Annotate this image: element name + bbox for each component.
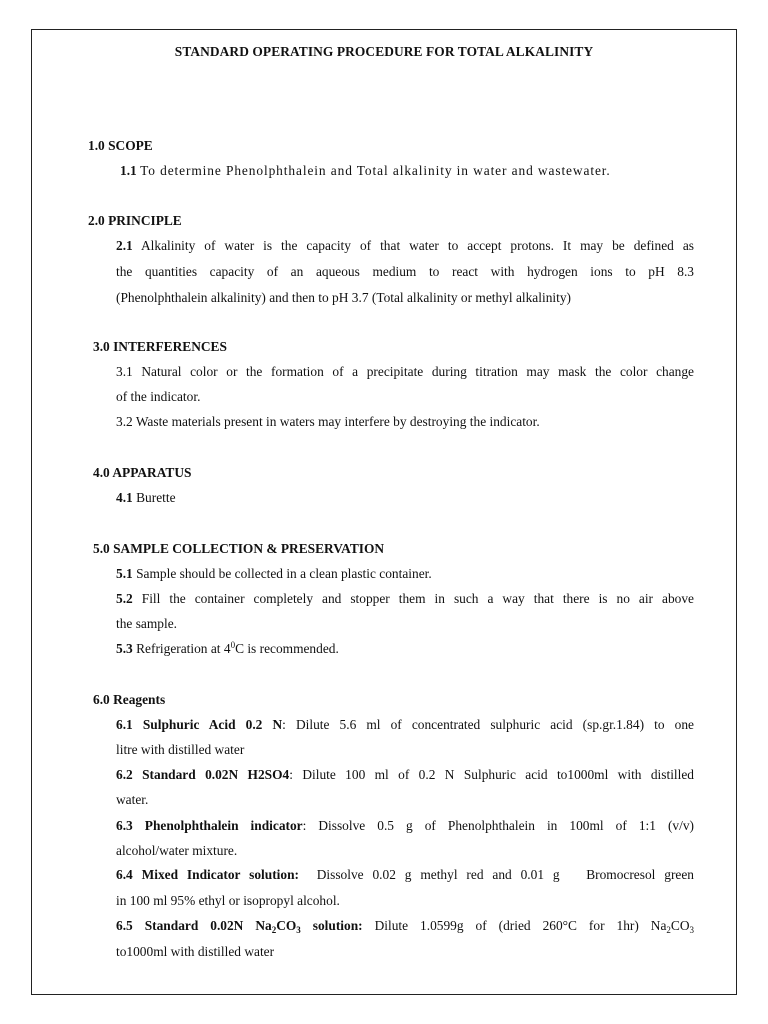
sample-item-3-text-b: C is recommended. (235, 641, 339, 656)
sample-item-3-text-a: Refrigeration at 4 (136, 641, 231, 656)
principle-line-1 (116, 238, 694, 254)
interferences-line-3: 3.2 Waste materials present in waters may interfere by destroying the indicator. (116, 414, 540, 429)
scope-item-1-text: To determine Phenolphthalein and Total alkalinity in water and wastewater. (140, 163, 611, 178)
document-title: STANDARD OPERATING PROCEDURE FOR TOTAL ALKALINITY (174, 44, 594, 59)
sample-item-2-text: Fill the container completely and stopper them in such a way that there is no air above (141, 591, 694, 606)
reagent-4-text: Dissolve 0.02 g methyl red and 0.01 g Bromocresol green (316, 867, 694, 882)
sample-item-2 (116, 591, 694, 607)
reagent-5-label-a: 6.5 Standard 0.02N Na (116, 918, 272, 933)
reagent-5-label-c: solution: (300, 918, 363, 933)
sample-item-3-number: 5.3 (116, 641, 133, 656)
section-sample-heading: 5.0 SAMPLE COLLECTION & PRESERVATION (93, 541, 385, 556)
principle-item-number: 2.1 (116, 238, 133, 253)
reagent-5-text-a: Dilute 1.0599g of (dried 260°C for 1hr) Na (374, 918, 667, 933)
apparatus-item-1 (116, 490, 694, 506)
reagent-5-label (116, 918, 363, 933)
interferences-line-2: of the indicator. (116, 389, 201, 404)
reagent-1-text: : Dilute 5.6 ml of concentrated sulphuric acid (sp.gr.1.84) to one (282, 717, 694, 732)
apparatus-item-text: Burette (136, 490, 176, 505)
reagent-4-line-2: in 100 ml 95% ethyl or isopropyl alcohol. (116, 893, 340, 908)
sample-item-1-text: Sample should be collected in a clean plastic container. (136, 566, 432, 581)
sample-item-3 (116, 641, 694, 657)
scope-item-1-number: 1.1 (120, 163, 137, 178)
sample-item-1 (116, 566, 694, 582)
reagent-5-label-b: CO (276, 918, 297, 933)
reagent-5-text-b: CO (670, 918, 690, 933)
apparatus-item-number: 4.1 (116, 490, 133, 505)
reagent-5-sub-2: 3 (689, 925, 694, 935)
reagent-3-line-1 (116, 818, 694, 834)
reagent-4-line-1 (116, 867, 694, 883)
reagent-1-label: 6.1 Sulphuric Acid 0.2 N (116, 717, 283, 732)
interferences-line-1: 3.1 Natural color or the formation of a precipitate during titration may mask the color change (116, 364, 694, 379)
section-apparatus-heading: 4.0 APPARATUS (93, 465, 192, 480)
reagent-2-label: 6.2 Standard 0.02N H2SO4 (116, 767, 290, 782)
principle-line-2: the quantities capacity of an aqueous medium to react with hydrogen ions to pH 8.3 (116, 264, 694, 279)
reagent-5-label-sub-1: 2 (271, 925, 277, 935)
scope-item-1 (120, 163, 698, 179)
reagent-3-text: : Dissolve 0.5 g of Phenolphthalein in 100ml of 1:1 (v/v) (302, 818, 694, 833)
sample-item-3-superscript: 0 (230, 640, 236, 650)
principle-text-1: Alkalinity of water is the capacity of that water to accept protons. It may be defined as (141, 238, 694, 253)
principle-line-3: (Phenolphthalein alkalinity) and then to pH 3.7 (Total alkalinity or methyl alkalinity) (116, 290, 571, 305)
reagent-2-text: : Dilute 100 ml of 0.2 N Sulphuric acid to1000ml with distilled (289, 767, 695, 782)
sample-item-1-number: 5.1 (116, 566, 133, 581)
reagent-5-line-2: to1000ml with distilled water (116, 944, 275, 959)
reagent-1-line-1 (116, 717, 694, 733)
sample-item-2-number: 5.2 (116, 591, 133, 606)
reagent-5-line-1 (116, 918, 694, 934)
reagent-4-label: 6.4 Mixed Indicator solution: (116, 867, 299, 882)
reagent-2-line-1 (116, 767, 694, 783)
reagent-2-line-2: water. (116, 792, 149, 807)
section-scope-heading: 1.0 SCOPE (88, 138, 153, 153)
reagent-5-label-sub-2: 3 (296, 925, 301, 935)
reagent-1-line-2: litre with distilled water (116, 742, 245, 757)
sample-item-2-cont: the sample. (116, 616, 177, 631)
reagent-3-label: 6.3 Phenolphthalein indicator (116, 818, 303, 833)
section-reagents-heading: 6.0 Reagents (93, 692, 166, 707)
section-interferences-heading: 3.0 INTERFERENCES (93, 339, 227, 354)
reagent-5-sub-1: 2 (666, 925, 671, 935)
section-principle-heading: 2.0 PRINCIPLE (88, 213, 182, 228)
reagent-3-line-2: alcohol/water mixture. (116, 843, 238, 858)
